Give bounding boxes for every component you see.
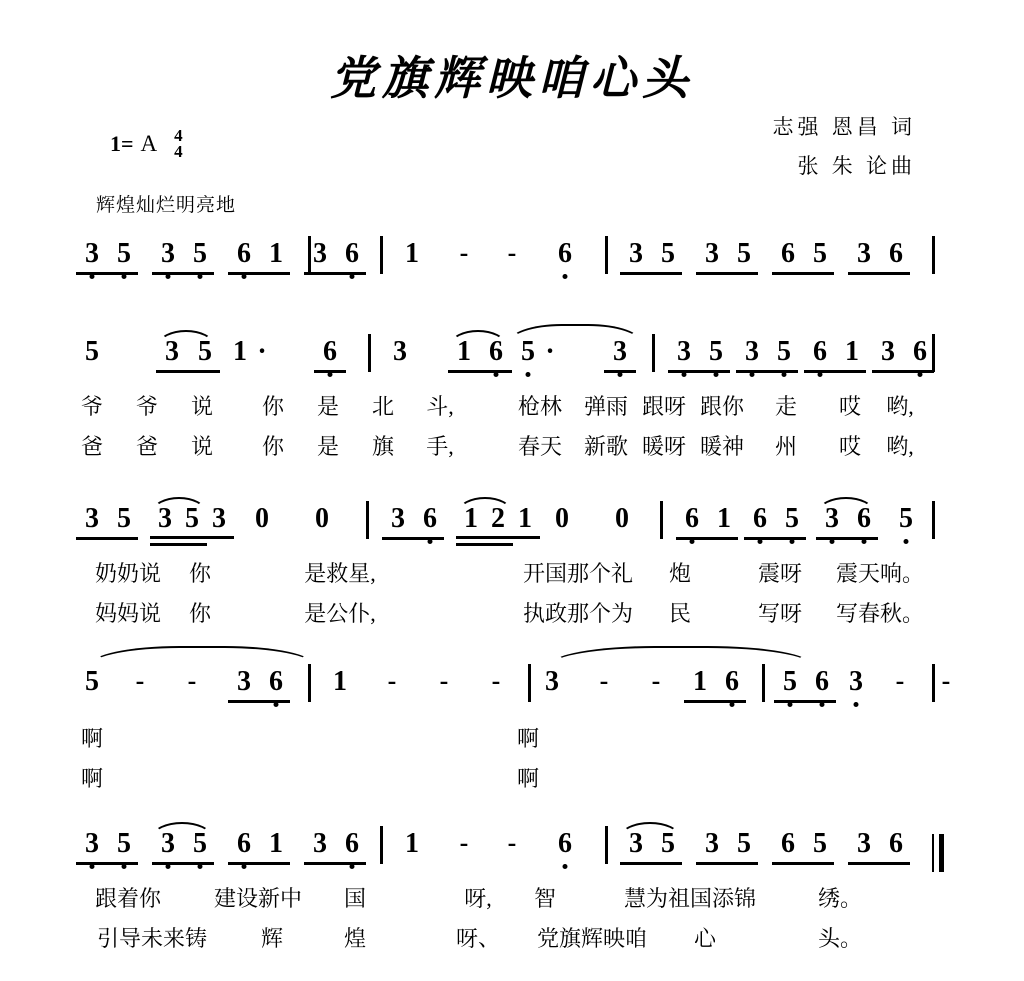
note: 3 [85, 503, 99, 534]
lyric-syllable: 是 [316, 394, 340, 419]
lyric-syllable: 头。 [817, 926, 863, 951]
note: 6 [889, 238, 903, 269]
music-system-3 [0, 505, 1024, 559]
lyric-syllable: 煌 [343, 926, 367, 951]
meter-denominator: 4 [174, 141, 183, 161]
beam [228, 700, 290, 703]
note: 6 [753, 503, 767, 534]
lyric-row-verse2 [0, 762, 1024, 802]
note: 1 [693, 666, 707, 697]
note: 3 [85, 828, 99, 859]
barline [308, 664, 311, 702]
lyric-syllable: 哟, [886, 394, 914, 419]
barline [605, 826, 608, 864]
note: 5 [193, 238, 207, 269]
page-title: 党旗辉映咱心头 [330, 53, 694, 104]
lyric-row-verse2 [0, 922, 1024, 962]
note: 3 [745, 336, 759, 367]
lyric-syllable: 建设新中 [213, 886, 303, 911]
composer-credit: 张 朱 论曲 [797, 153, 916, 178]
beam [152, 862, 214, 865]
lyric-syllable: 开国那个礼 [522, 561, 634, 586]
rest: 0 [255, 503, 269, 534]
music-system-1 [0, 240, 1024, 294]
lyric-syllable: 跟呀 [641, 394, 687, 419]
note: 6 [489, 336, 503, 367]
note: 3 [85, 238, 99, 269]
lyric-syllable: 绣。 [817, 886, 863, 911]
barline [380, 826, 383, 864]
note: 6 [237, 238, 251, 269]
note: - [459, 238, 469, 267]
barline [368, 334, 371, 372]
note: 1 [405, 828, 419, 859]
note: 3 [629, 828, 643, 859]
note: 5 [709, 336, 723, 367]
note: - [187, 666, 197, 695]
beam [382, 537, 444, 540]
beam [696, 272, 758, 275]
note: 1 [405, 238, 419, 269]
note: 1 [845, 336, 859, 367]
lyric-syllable: 爸 [80, 434, 104, 459]
note: 5 [737, 238, 751, 269]
note: 6 [558, 828, 572, 859]
lyric-syllable: 慧为祖国添锦 [623, 886, 757, 911]
note: 3 [161, 828, 175, 859]
key-label: 1= [110, 130, 134, 156]
lyric-syllable: 旗 [371, 434, 395, 459]
note: 5 [777, 336, 791, 367]
beam-secondary [150, 543, 207, 546]
note: 6 [685, 503, 699, 534]
beam [76, 272, 138, 275]
lyric-syllable: 奶奶说 [94, 561, 162, 586]
note: 3 [165, 336, 179, 367]
note: - [651, 666, 661, 695]
note: - [507, 238, 517, 267]
note: - [599, 666, 609, 695]
note: 3 [629, 238, 643, 269]
lyric-syllable: 呀、 [455, 926, 501, 951]
note: 3 [857, 238, 871, 269]
lyric-syllable: 写呀 [757, 601, 803, 626]
beam [304, 272, 366, 275]
barline [652, 334, 655, 372]
note: - [507, 828, 517, 857]
lyric-syllable: 州 [774, 434, 798, 459]
beam [76, 537, 138, 540]
barline [932, 501, 935, 539]
beam [604, 370, 636, 373]
note: 3 [313, 828, 327, 859]
lyric-syllable: 哎 [838, 394, 862, 419]
beam [620, 272, 682, 275]
lyric-syllable: 呀, [464, 886, 492, 911]
beam [456, 536, 540, 539]
beam [620, 862, 682, 865]
note: 5 [661, 238, 675, 269]
note: 5 [661, 828, 675, 859]
music-system-2 [0, 338, 1024, 392]
note: 6 [889, 828, 903, 859]
slur [550, 646, 812, 665]
barline [932, 334, 935, 372]
note: 3 [313, 238, 327, 269]
note: 3 [857, 828, 871, 859]
beam [76, 862, 138, 865]
note: 5 [813, 828, 827, 859]
staff-line-1 [0, 240, 1024, 294]
expression-marking: 辉煌灿烂明亮地 [96, 195, 237, 216]
staff-line-3 [0, 505, 1024, 559]
beam [774, 700, 836, 703]
lyric-syllable: 啊 [516, 766, 540, 791]
note: 6 [558, 238, 572, 269]
lyric-syllable: 辉 [260, 926, 284, 951]
beam [304, 862, 366, 865]
note: - [941, 666, 951, 695]
note: 5 [85, 666, 99, 697]
note: 6 [813, 336, 827, 367]
augmentation-dot: · [257, 336, 267, 367]
note: 1 [269, 238, 283, 269]
lyric-syllable: 暖呀 [641, 434, 687, 459]
note: - [387, 666, 397, 695]
beam [228, 272, 290, 275]
beam [744, 537, 806, 540]
note: 1 [518, 503, 532, 534]
note: 5 [85, 336, 99, 367]
rest: 0 [615, 503, 629, 534]
lyricist-credit: 志强 恩昌 词 [772, 115, 916, 139]
note: 1 [717, 503, 731, 534]
lyric-syllable: 民 [668, 601, 692, 626]
note: 5 [813, 238, 827, 269]
note: 5 [117, 238, 131, 269]
meter-numerator: 4 [174, 126, 183, 145]
note: 1 [333, 666, 347, 697]
note: 1 [269, 828, 283, 859]
beam [848, 862, 910, 865]
barline [308, 236, 311, 274]
beam [772, 862, 834, 865]
lyric-syllable: 写春秋。 [835, 601, 925, 626]
note: 6 [423, 503, 437, 534]
beam [448, 370, 512, 373]
note: 6 [345, 828, 359, 859]
barline [932, 236, 935, 274]
lyric-syllable: 你 [261, 394, 285, 419]
staff-line-5 [0, 830, 1024, 884]
note: 3 [849, 666, 863, 697]
note: 3 [613, 336, 627, 367]
lyric-syllable: 国 [343, 886, 367, 911]
lyric-syllable: 弹雨 [583, 394, 629, 419]
barline [380, 236, 383, 274]
note: 3 [393, 336, 407, 367]
note: 6 [323, 336, 337, 367]
note: 5 [899, 503, 913, 534]
lyric-syllable: 跟你 [699, 394, 745, 419]
lyric-syllable: 妈妈说 [94, 601, 162, 626]
note: 6 [725, 666, 739, 697]
beam [676, 537, 738, 540]
lyric-syllable: 党旗辉映咱 [536, 926, 648, 951]
note: 2 [491, 503, 505, 534]
lyric-syllable: 心 [693, 926, 717, 951]
note: 3 [158, 503, 172, 534]
lyric-syllable: 斗, [426, 394, 454, 419]
lyric-syllable: 爷 [135, 394, 159, 419]
note: 1 [457, 336, 471, 367]
beam [848, 272, 910, 275]
beam-secondary [456, 543, 513, 546]
lyric-row-verse1 [0, 882, 1024, 922]
note: 3 [161, 238, 175, 269]
lyric-syllable: 哎 [838, 434, 862, 459]
note: - [135, 666, 145, 695]
note: 5 [185, 503, 199, 534]
music-system-4 [0, 668, 1024, 722]
lyrics-system-3 [0, 557, 1024, 637]
note: 3 [881, 336, 895, 367]
lyric-row-verse2 [0, 597, 1024, 637]
beam [314, 370, 346, 373]
lyric-syllable: 跟着你 [94, 886, 162, 911]
lyric-syllable: 啊 [516, 726, 540, 751]
note: - [439, 666, 449, 695]
lyric-syllable: 枪林 [517, 394, 563, 419]
note: 6 [781, 828, 795, 859]
beam [668, 370, 730, 373]
key-signature [110, 128, 183, 159]
beam [816, 537, 878, 540]
barline [528, 664, 531, 702]
beam [156, 370, 220, 373]
lyric-syllable: 暖神 [699, 434, 745, 459]
lyric-syllable: 新歌 [583, 434, 629, 459]
lyric-syllable: 啊 [80, 766, 104, 791]
note: 6 [345, 238, 359, 269]
lyric-syllable: 引导未来铸 [96, 926, 208, 951]
note: 5 [193, 828, 207, 859]
lyric-syllable: 说 [190, 434, 214, 459]
lyric-syllable: 春天 [517, 434, 563, 459]
note: 1 [464, 503, 478, 534]
beam [684, 700, 746, 703]
lyric-syllable: 爷 [80, 394, 104, 419]
lyrics-system-4 [0, 722, 1024, 802]
slur [90, 646, 314, 665]
lyric-row-verse2 [0, 430, 1024, 470]
lyric-syllable: 啊 [80, 726, 104, 751]
note: 3 [237, 666, 251, 697]
rest: 0 [555, 503, 569, 534]
beam [152, 272, 214, 275]
lyric-syllable: 震呀 [757, 561, 803, 586]
note: 3 [705, 828, 719, 859]
music-system-5 [0, 830, 1024, 884]
barline [932, 664, 935, 702]
note: 5 [737, 828, 751, 859]
lyric-syllable: 智 [533, 886, 557, 911]
lyrics-system-2 [0, 390, 1024, 470]
beam [804, 370, 866, 373]
beam [150, 536, 234, 539]
barline [366, 501, 369, 539]
beam [736, 370, 798, 373]
lyric-syllable: 执政那个为 [522, 601, 634, 626]
note: 6 [781, 238, 795, 269]
note: 6 [913, 336, 927, 367]
lyric-syllable: 说 [190, 394, 214, 419]
lyric-syllable: 手, [426, 434, 454, 459]
barline [762, 664, 765, 702]
staff-line-4 [0, 668, 1024, 722]
credits-block [773, 108, 917, 186]
note: 3 [212, 503, 226, 534]
lyric-syllable: 北 [371, 394, 395, 419]
lyrics-system-5 [0, 882, 1024, 962]
lyric-row-verse1 [0, 722, 1024, 762]
lyric-syllable: 你 [188, 561, 212, 586]
note: 3 [677, 336, 691, 367]
note: 6 [815, 666, 829, 697]
note: 5 [783, 666, 797, 697]
lyric-row-verse1 [0, 557, 1024, 597]
note: 6 [269, 666, 283, 697]
lyric-syllable: 炮 [668, 561, 692, 586]
rest: 0 [315, 503, 329, 534]
beam [772, 272, 834, 275]
note: 5 [117, 828, 131, 859]
lyric-syllable: 是 [316, 434, 340, 459]
staff-line-2 [0, 338, 1024, 392]
key-letter: A [140, 130, 158, 156]
note: 5 [785, 503, 799, 534]
beam [228, 862, 290, 865]
note: 3 [391, 503, 405, 534]
lyric-row-verse1 [0, 390, 1024, 430]
beam [872, 370, 934, 373]
lyric-syllable: 你 [188, 601, 212, 626]
beam [696, 862, 758, 865]
note: - [491, 666, 501, 695]
barline [605, 236, 608, 274]
note: 6 [857, 503, 871, 534]
note: - [459, 828, 469, 857]
lyric-syllable: 哟, [886, 434, 914, 459]
note: 1 [233, 336, 247, 367]
time-signature [174, 128, 183, 159]
lyric-syllable: 是公仆, [304, 601, 376, 626]
note: 5 [117, 503, 131, 534]
note: 3 [705, 238, 719, 269]
lyric-syllable: 震天响。 [835, 561, 925, 586]
note: 3 [545, 666, 559, 697]
note: - [895, 666, 905, 695]
augmentation-dot: · [545, 336, 555, 367]
note: 6 [237, 828, 251, 859]
note: 3 [825, 503, 839, 534]
lyric-syllable: 爸 [135, 434, 159, 459]
barline [660, 501, 663, 539]
note: 5 [521, 336, 535, 367]
lyric-syllable: 你 [261, 434, 285, 459]
lyric-syllable: 走 [774, 394, 798, 419]
note: 5 [198, 336, 212, 367]
lyric-syllable: 是救星, [304, 561, 376, 586]
